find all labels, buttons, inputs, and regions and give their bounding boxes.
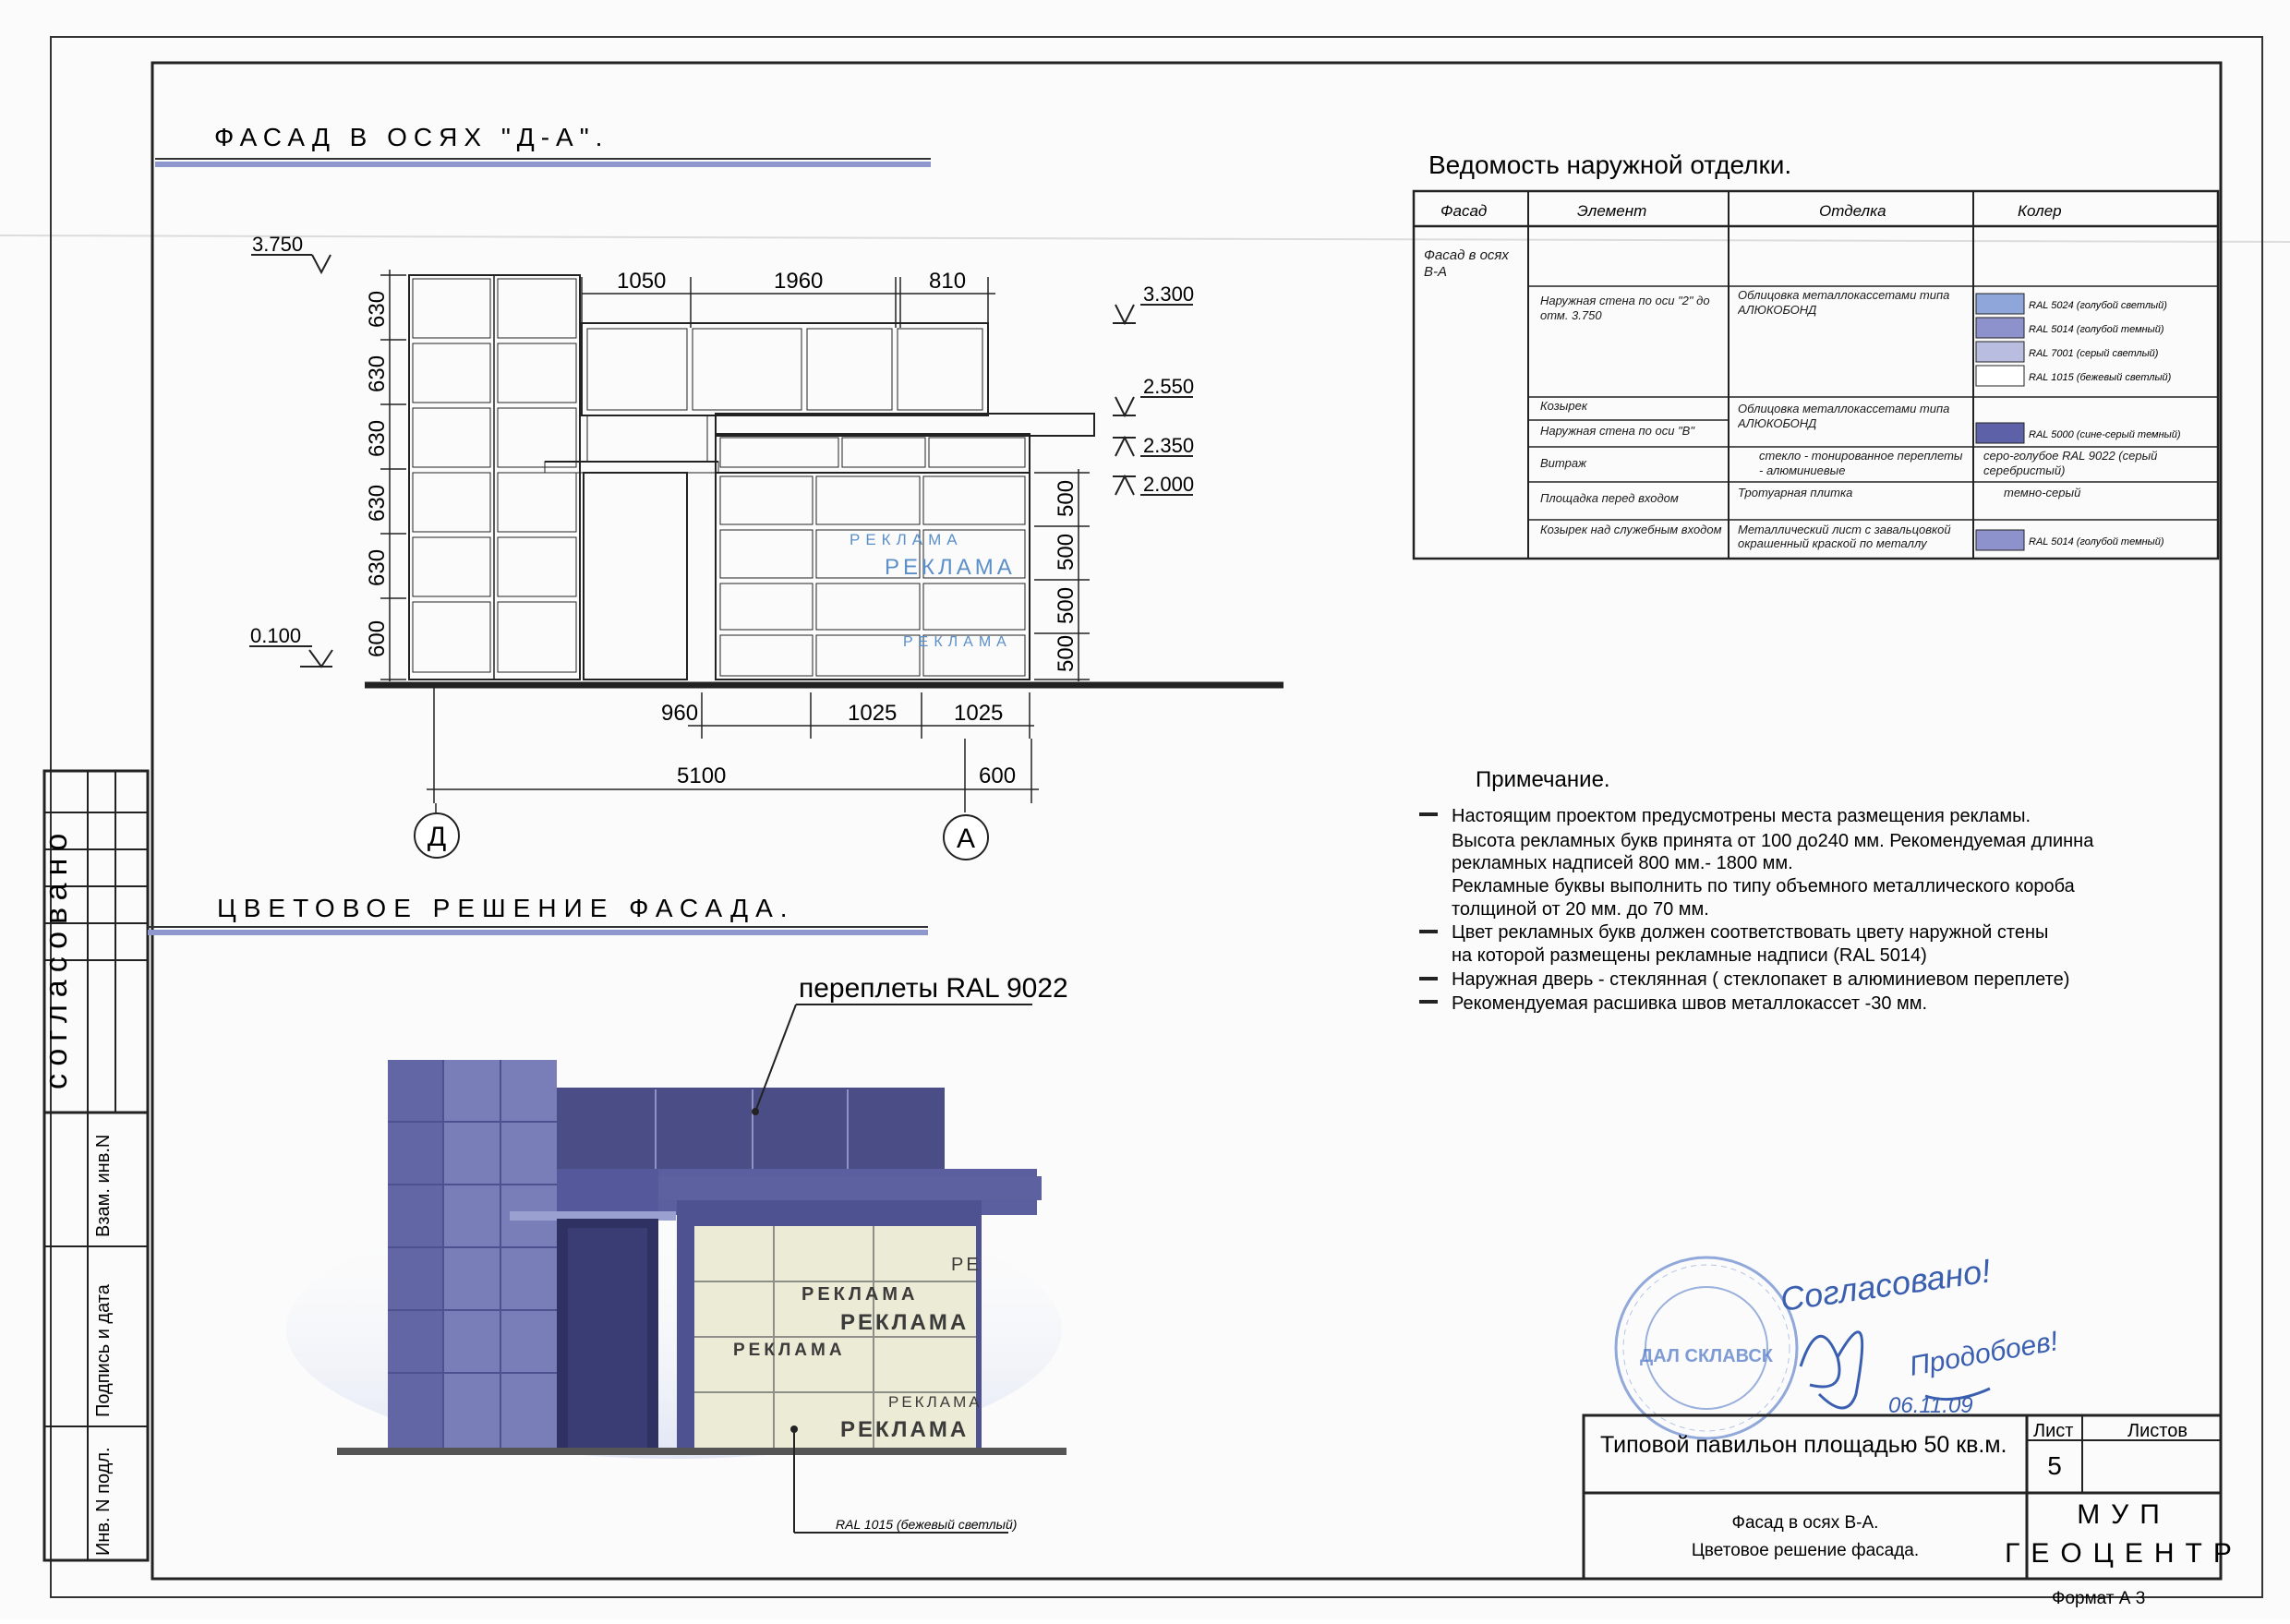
table-cell-finish: Облицовка металлокассетами типа АЛЮКОБОНД — [1738, 402, 1950, 430]
swatch — [1976, 342, 2024, 362]
dim-text: 500 — [1054, 479, 1079, 517]
swatch-label: RAL 1015 (бежевый светлый) — [2029, 372, 2172, 383]
table-cell-finish: Облицовка металлокассетами типа АЛЮКОБОНД — [1738, 288, 1950, 317]
level-label: 2.550 — [1143, 375, 1195, 398]
dim-text: 1960 — [774, 269, 824, 294]
level-label: 3.300 — [1143, 283, 1195, 306]
table-header: Фасад — [1440, 202, 1488, 220]
handwritten-name: Продобоев! — [1907, 1326, 2061, 1382]
swatch — [1976, 530, 2024, 550]
level-label: 2.350 — [1143, 434, 1195, 457]
note-line: рекламных надписей 800 мм.- 1800 мм. — [1452, 853, 1793, 873]
dim-text: 960 — [661, 701, 699, 726]
dim-text: 810 — [929, 269, 967, 294]
dim-text: 630 — [365, 548, 390, 586]
dim-text: 5100 — [677, 764, 727, 788]
table-cell-element: Наружная стена по оси "В" — [1540, 424, 1694, 438]
dim-text: 500 — [1054, 586, 1079, 624]
note-line: Рекомендуемая расшивка швов металлокассет -30 мм. — [1452, 993, 1928, 1014]
dim-text: 1025 — [954, 701, 1004, 726]
title-underline — [148, 930, 928, 935]
table-cell-element: Площадка перед входом — [1540, 491, 1679, 505]
table-cell-finish: Металлический лист с завальцовкой окрашенный краской по металлу — [1738, 523, 1951, 550]
org-name: ГЕОЦЕНТР — [2005, 1538, 2243, 1569]
dim-text: 500 — [1054, 533, 1079, 571]
dim-text: 1050 — [617, 269, 667, 294]
side-stamp-signature-date: Подпись и дата — [93, 1284, 114, 1417]
side-stamp-replaced-inv: Взам. инв.N — [93, 1134, 114, 1237]
dim-text: 630 — [365, 290, 390, 328]
project-title: Типовой павильон площадью 50 кв.м. — [1600, 1432, 2007, 1458]
finishes-title: Ведомость наружной отделки. — [1428, 150, 1792, 179]
swatch — [1976, 318, 2024, 338]
swatch-label: RAL 5014 (голубой темный) — [2029, 324, 2164, 335]
facade-label-cell — [1424, 247, 1525, 303]
table-cell-finish: стекло - тонированное переплеты - алюминиевые — [1759, 449, 1963, 477]
sheet-format: Формат А 3 — [2052, 1589, 2146, 1608]
render-ad-label: РЕКЛАМА — [840, 1310, 970, 1335]
render-ad-label: РЕКЛАМА — [733, 1341, 846, 1360]
table-cell-color: серо-голубое RAL 9022 (серый серебристый) — [1983, 449, 2158, 477]
sheet-label: Лист — [2033, 1421, 2074, 1441]
render-ad-label: РЕКЛАМА — [888, 1393, 982, 1411]
axis-label: А — [956, 824, 976, 854]
sheets-label: Листов — [2127, 1421, 2188, 1441]
table-cell-element: Козырек — [1540, 399, 1587, 413]
sheet-number: 5 — [2047, 1451, 2062, 1480]
swatch-label: RAL 5000 (сине-серый темный) — [2029, 429, 2181, 440]
dim-text: 630 — [365, 484, 390, 522]
notes-title: Примечание. — [1476, 767, 1610, 792]
level-label: 2.000 — [1143, 473, 1195, 496]
facade-title: ФАСАД В ОСЯХ "Д-А". — [214, 123, 609, 151]
dim-text: 630 — [365, 419, 390, 457]
handwritten-date: 06.11.09 — [1888, 1393, 1973, 1418]
swatch-label: RAL 5014 (голубой темный) — [2029, 536, 2164, 547]
table-header: Отделка — [1819, 202, 1886, 220]
dim-text: 630 — [365, 355, 390, 392]
swatch-label: RAL 7001 (серый светлый) — [2029, 348, 2159, 359]
swatch — [1976, 423, 2024, 443]
callout-frames-ral: переплеты RAL 9022 — [799, 973, 1068, 1004]
dim-text: 500 — [1054, 634, 1079, 672]
note-line: толщиной от 20 мм. до 70 мм. — [1452, 899, 1709, 920]
note-line: Наружная дверь - стеклянная ( стеклопакет в алюминиевом переплете) — [1452, 969, 2070, 990]
render-ad-label: РЕКЛАМА — [840, 1417, 970, 1442]
render-ad-label: РЕКЛАМА — [802, 1284, 919, 1305]
table-cell-finish: Тротуарная плитка — [1738, 486, 1853, 499]
table-cell-element: Витраж — [1540, 456, 1586, 470]
callout-beige-ral: RAL 1015 (бежевый светлый) — [836, 1517, 1018, 1532]
table-cell-color: темно-серый — [2004, 486, 2081, 499]
note-line: Рекламные буквы выполнить по типу объемного металлического короба — [1452, 876, 2075, 896]
render-ad-label: РЕ — [951, 1255, 982, 1275]
side-stamp-agreed: согласовано — [39, 825, 74, 1089]
swatch — [1976, 294, 2024, 314]
note-line: Высота рекламных букв принята от 100 до240 мм. Рекомендуемая длинна — [1452, 831, 2094, 851]
facade-label: Фасад в осях В-А — [1424, 247, 1509, 280]
table-header: Элемент — [1577, 202, 1647, 220]
note-line: Цвет рекламных букв должен соответствовать цвету наружной стены — [1452, 922, 2049, 943]
table-cell-element: Наружная стена по оси "2" до отм. 3.750 — [1540, 294, 1710, 322]
level-label: 3.750 — [252, 233, 304, 256]
handwritten-agreed: Согласовано! — [1778, 1251, 1994, 1318]
drawing-name-line: Цветовое решение фасада. — [1691, 1541, 1920, 1560]
drawing-name-line: Фасад в осях В-А. — [1731, 1513, 1879, 1533]
title-underline — [155, 162, 931, 167]
note-line: Настоящим проектом предусмотрены места размещения рекламы. — [1452, 806, 2031, 826]
elevation-ad-label: РЕКЛАМА — [903, 634, 1012, 650]
side-stamp-inv-original: Инв. N подл. — [93, 1447, 114, 1556]
color-solution-title: ЦВЕТОВОЕ РЕШЕНИЕ ФАСАДА. — [217, 894, 795, 922]
swatch-label: RAL 5024 (голубой светлый) — [2029, 300, 2167, 311]
note-line: на которой размещены рекламные надписи (RAL 5014) — [1452, 945, 1927, 966]
elevation-ad-label: РЕКЛАМА — [850, 531, 963, 548]
elevation-ad-label: РЕКЛАМА — [885, 555, 1016, 580]
dim-text: 1025 — [848, 701, 898, 726]
swatch — [1976, 366, 2024, 386]
dim-text: 600 — [365, 620, 390, 657]
axis-label: Д — [427, 822, 447, 852]
dim-text: 600 — [979, 764, 1017, 788]
org-name: МУП — [2077, 1499, 2171, 1530]
seal-center-text: ДАЛ СКЛАВСК — [1640, 1346, 1773, 1366]
table-cell-element: Козырек над служебным входом — [1540, 523, 1722, 536]
level-label: 0.100 — [250, 624, 302, 647]
table-header: Колер — [2018, 202, 2062, 220]
